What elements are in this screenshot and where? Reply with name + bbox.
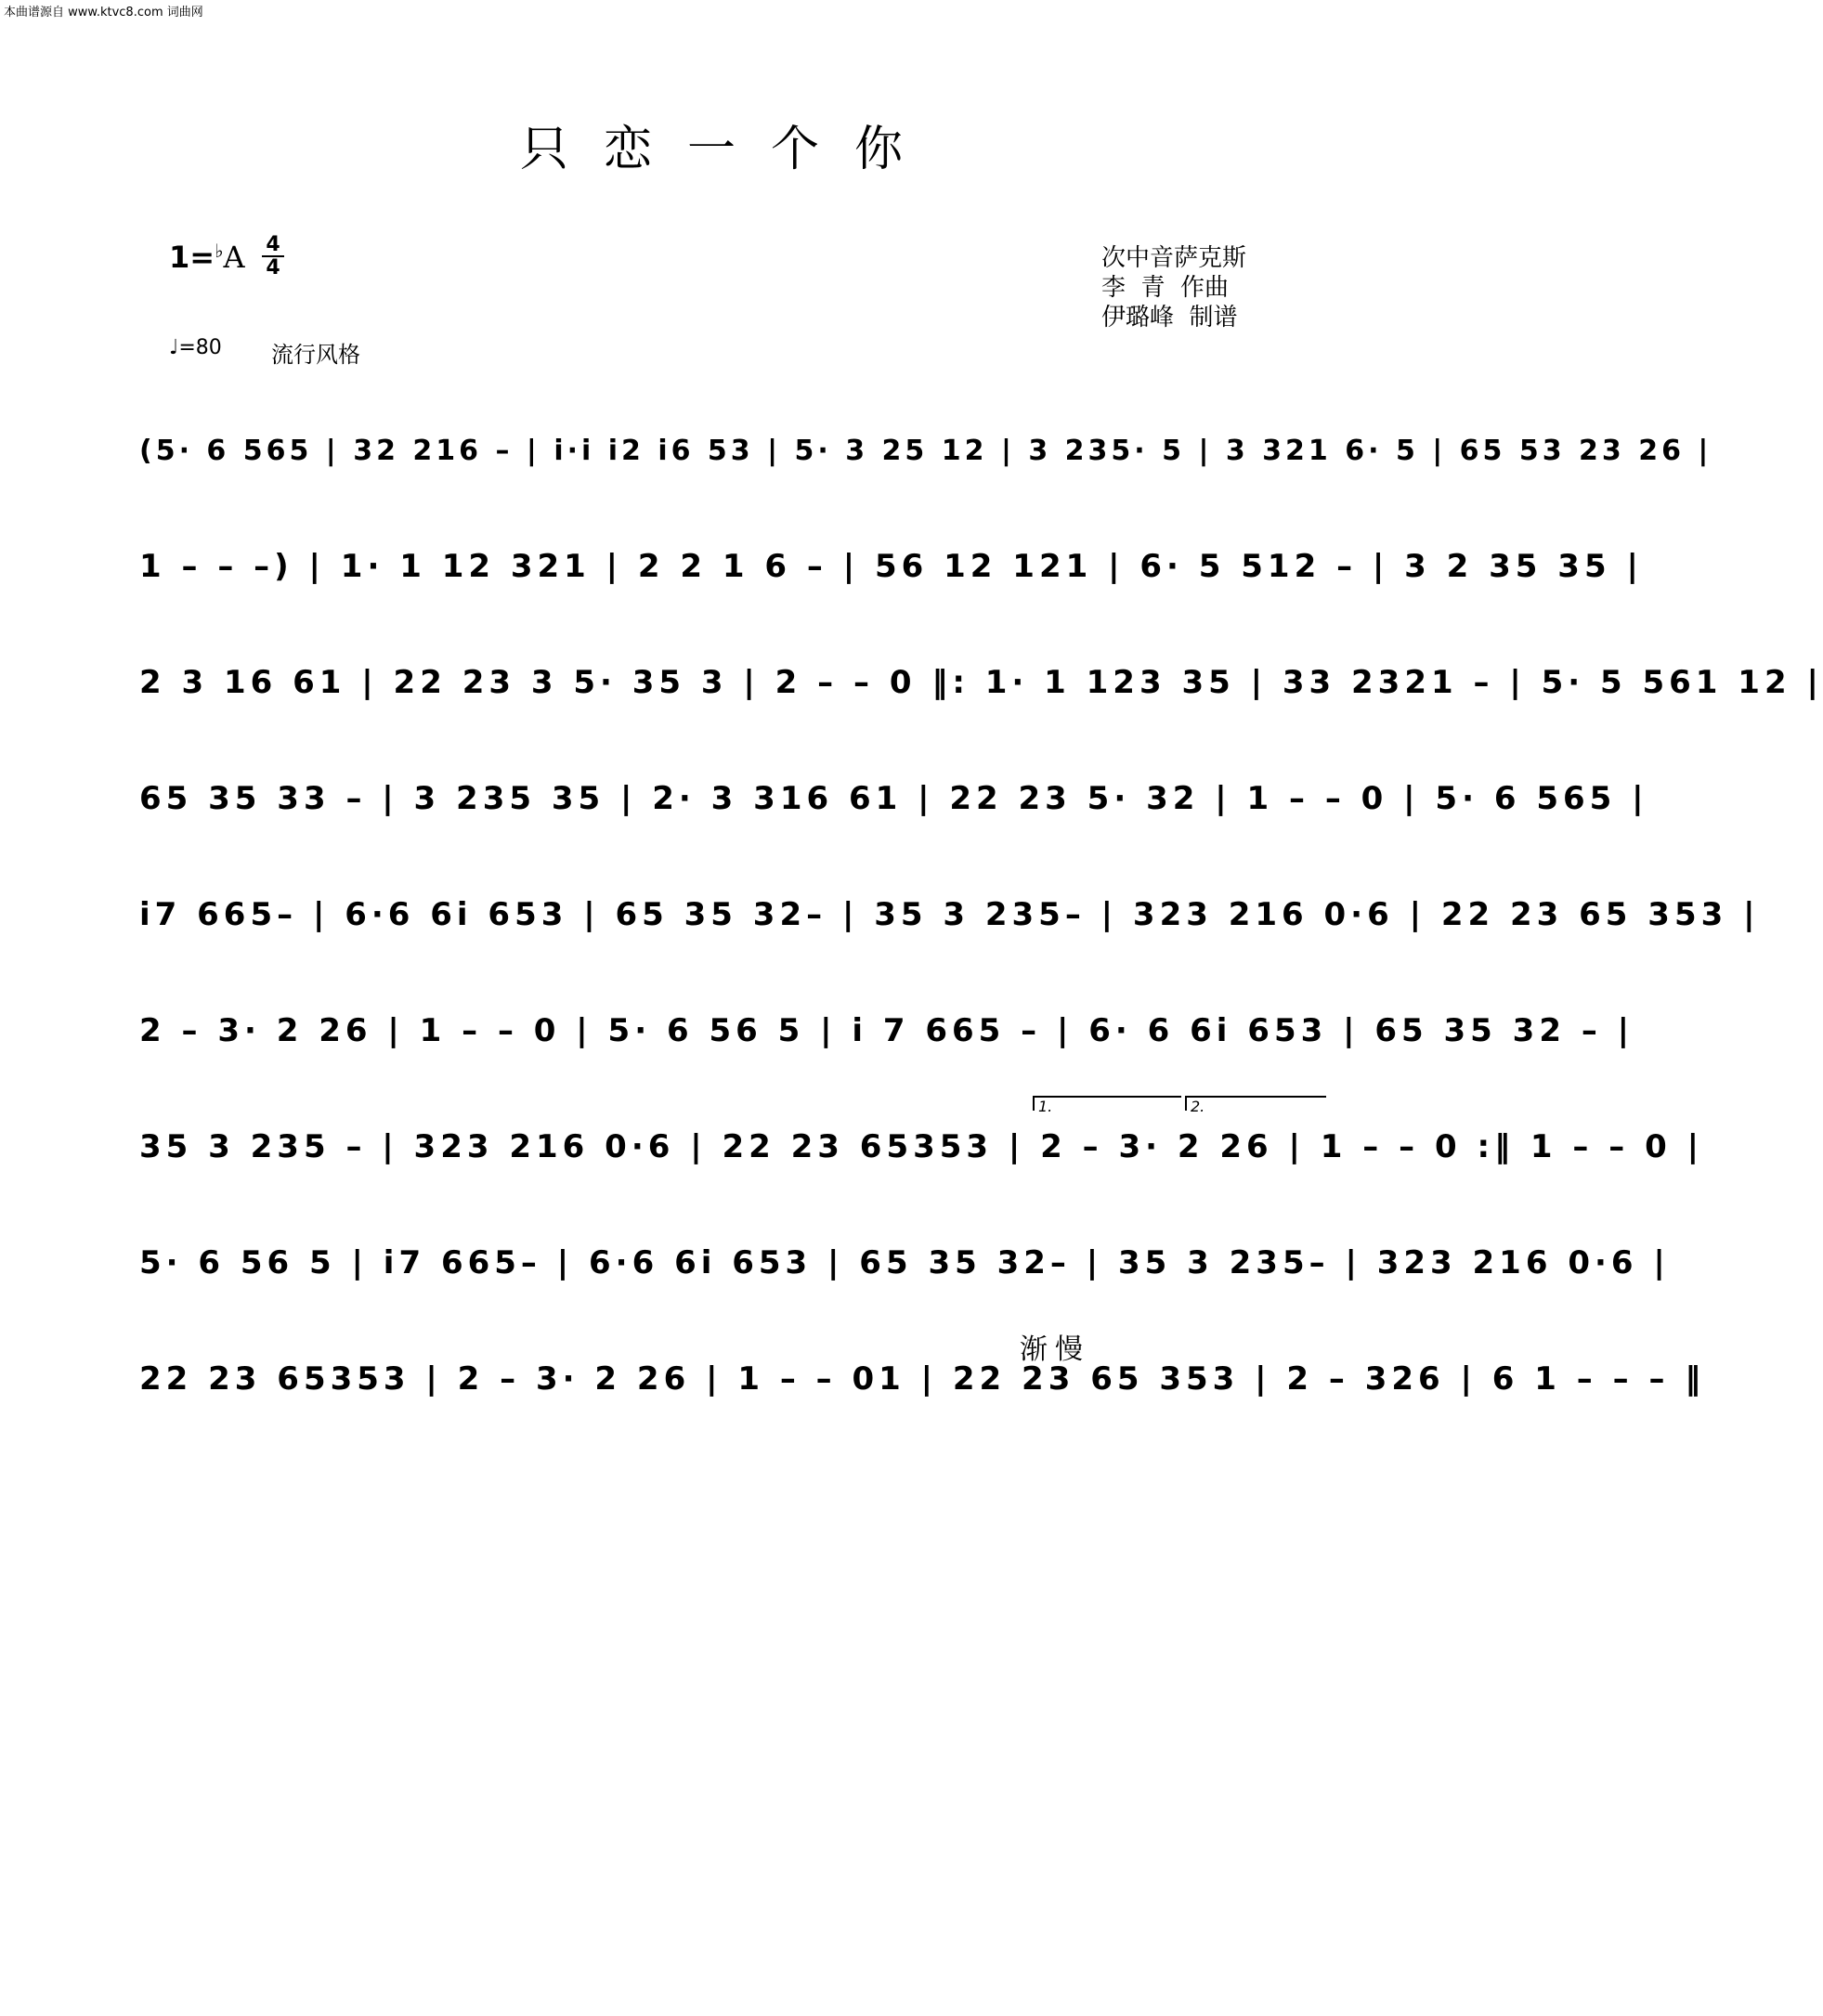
tempo-change-marking: 渐慢 (1020, 1333, 1090, 1366)
credits (1101, 243, 1246, 332)
second-ending-bracket (1185, 1096, 1326, 1115)
key-flat: ♭ (215, 240, 224, 262)
score-line-2: 1 – – –) | 1· 1 12 321 | 2 2 1 6 – | 56 12 121 | 6· 5 512 – | 3 2 35 35 | (139, 548, 1643, 585)
key-prefix: 1= (169, 240, 215, 275)
score-line-4: 65 35 33 – | 3 235 35 | 2· 3 316 61 | 22 23 5· 32 | 1 – – 0 | 5· 6 565 | (139, 780, 1648, 817)
meter-bottom: 4 (262, 255, 284, 279)
composer-credit: 李 青 作曲 (1101, 274, 1230, 302)
score-line-3: 2 3 16 61 | 22 23 3 5· 35 3 | 2 – – 0 ‖: 1· 1 123 35 | 33 2321 – | 5· 5 561 12 | (139, 664, 1823, 701)
meter-top: 4 (266, 233, 280, 256)
score-line-7: 35 3 235 – | 323 216 0·6 | 22 23 65353 | 2 – 3· 2 26 | 1 – – 0 :‖ 1 – – 0 | (139, 1128, 1703, 1165)
style-marking: 流行风格 (271, 342, 360, 368)
score-line-9: 22 23 65353 | 2 – 3· 2 26 | 1 – – 01 | 22 23 65 353 | 2 – 326 | 6 1 – – – ‖ (139, 1360, 1706, 1398)
score-line-8: 5· 6 56 5 | i7 665– | 6·6 6i 653 | 65 35 32– | 35 3 235– | 323 216 0·6 | (139, 1244, 1670, 1281)
first-ending-label: 1. (1038, 1098, 1053, 1115)
key-signature (169, 240, 245, 275)
instrument-credit: 次中音萨克斯 (1101, 244, 1247, 272)
key-tone: A (223, 240, 245, 275)
transcriber-credit: 伊璐峰 制谱 (1101, 304, 1238, 332)
score-line-6: 2 – 3· 2 26 | 1 – – 0 | 5· 6 56 5 | i 7 665 – | 6· 6 6i 653 | 65 35 32 – | (139, 1012, 1634, 1049)
source-note: 本曲谱源自 www.ktvc8.com 词曲网 (4, 6, 203, 20)
tempo-marking: ♩=80 (169, 336, 222, 359)
score-line-1: (5· 6 565 | 32 216 – | i·i i2 i6 53 | 5· 3 25 12 | 3 235· 5 | 3 321 6· 5 | 65 53 23 26 | (139, 434, 1712, 467)
time-signature (262, 234, 284, 279)
score-line-5: i7 665– | 6·6 6i 653 | 65 35 32– | 35 3 235– | 323 216 0·6 | 22 23 65 353 | (139, 896, 1760, 933)
first-ending-bracket (1033, 1096, 1181, 1115)
song-title: 只恋一个你 (519, 122, 938, 177)
second-ending-label: 2. (1191, 1098, 1205, 1115)
